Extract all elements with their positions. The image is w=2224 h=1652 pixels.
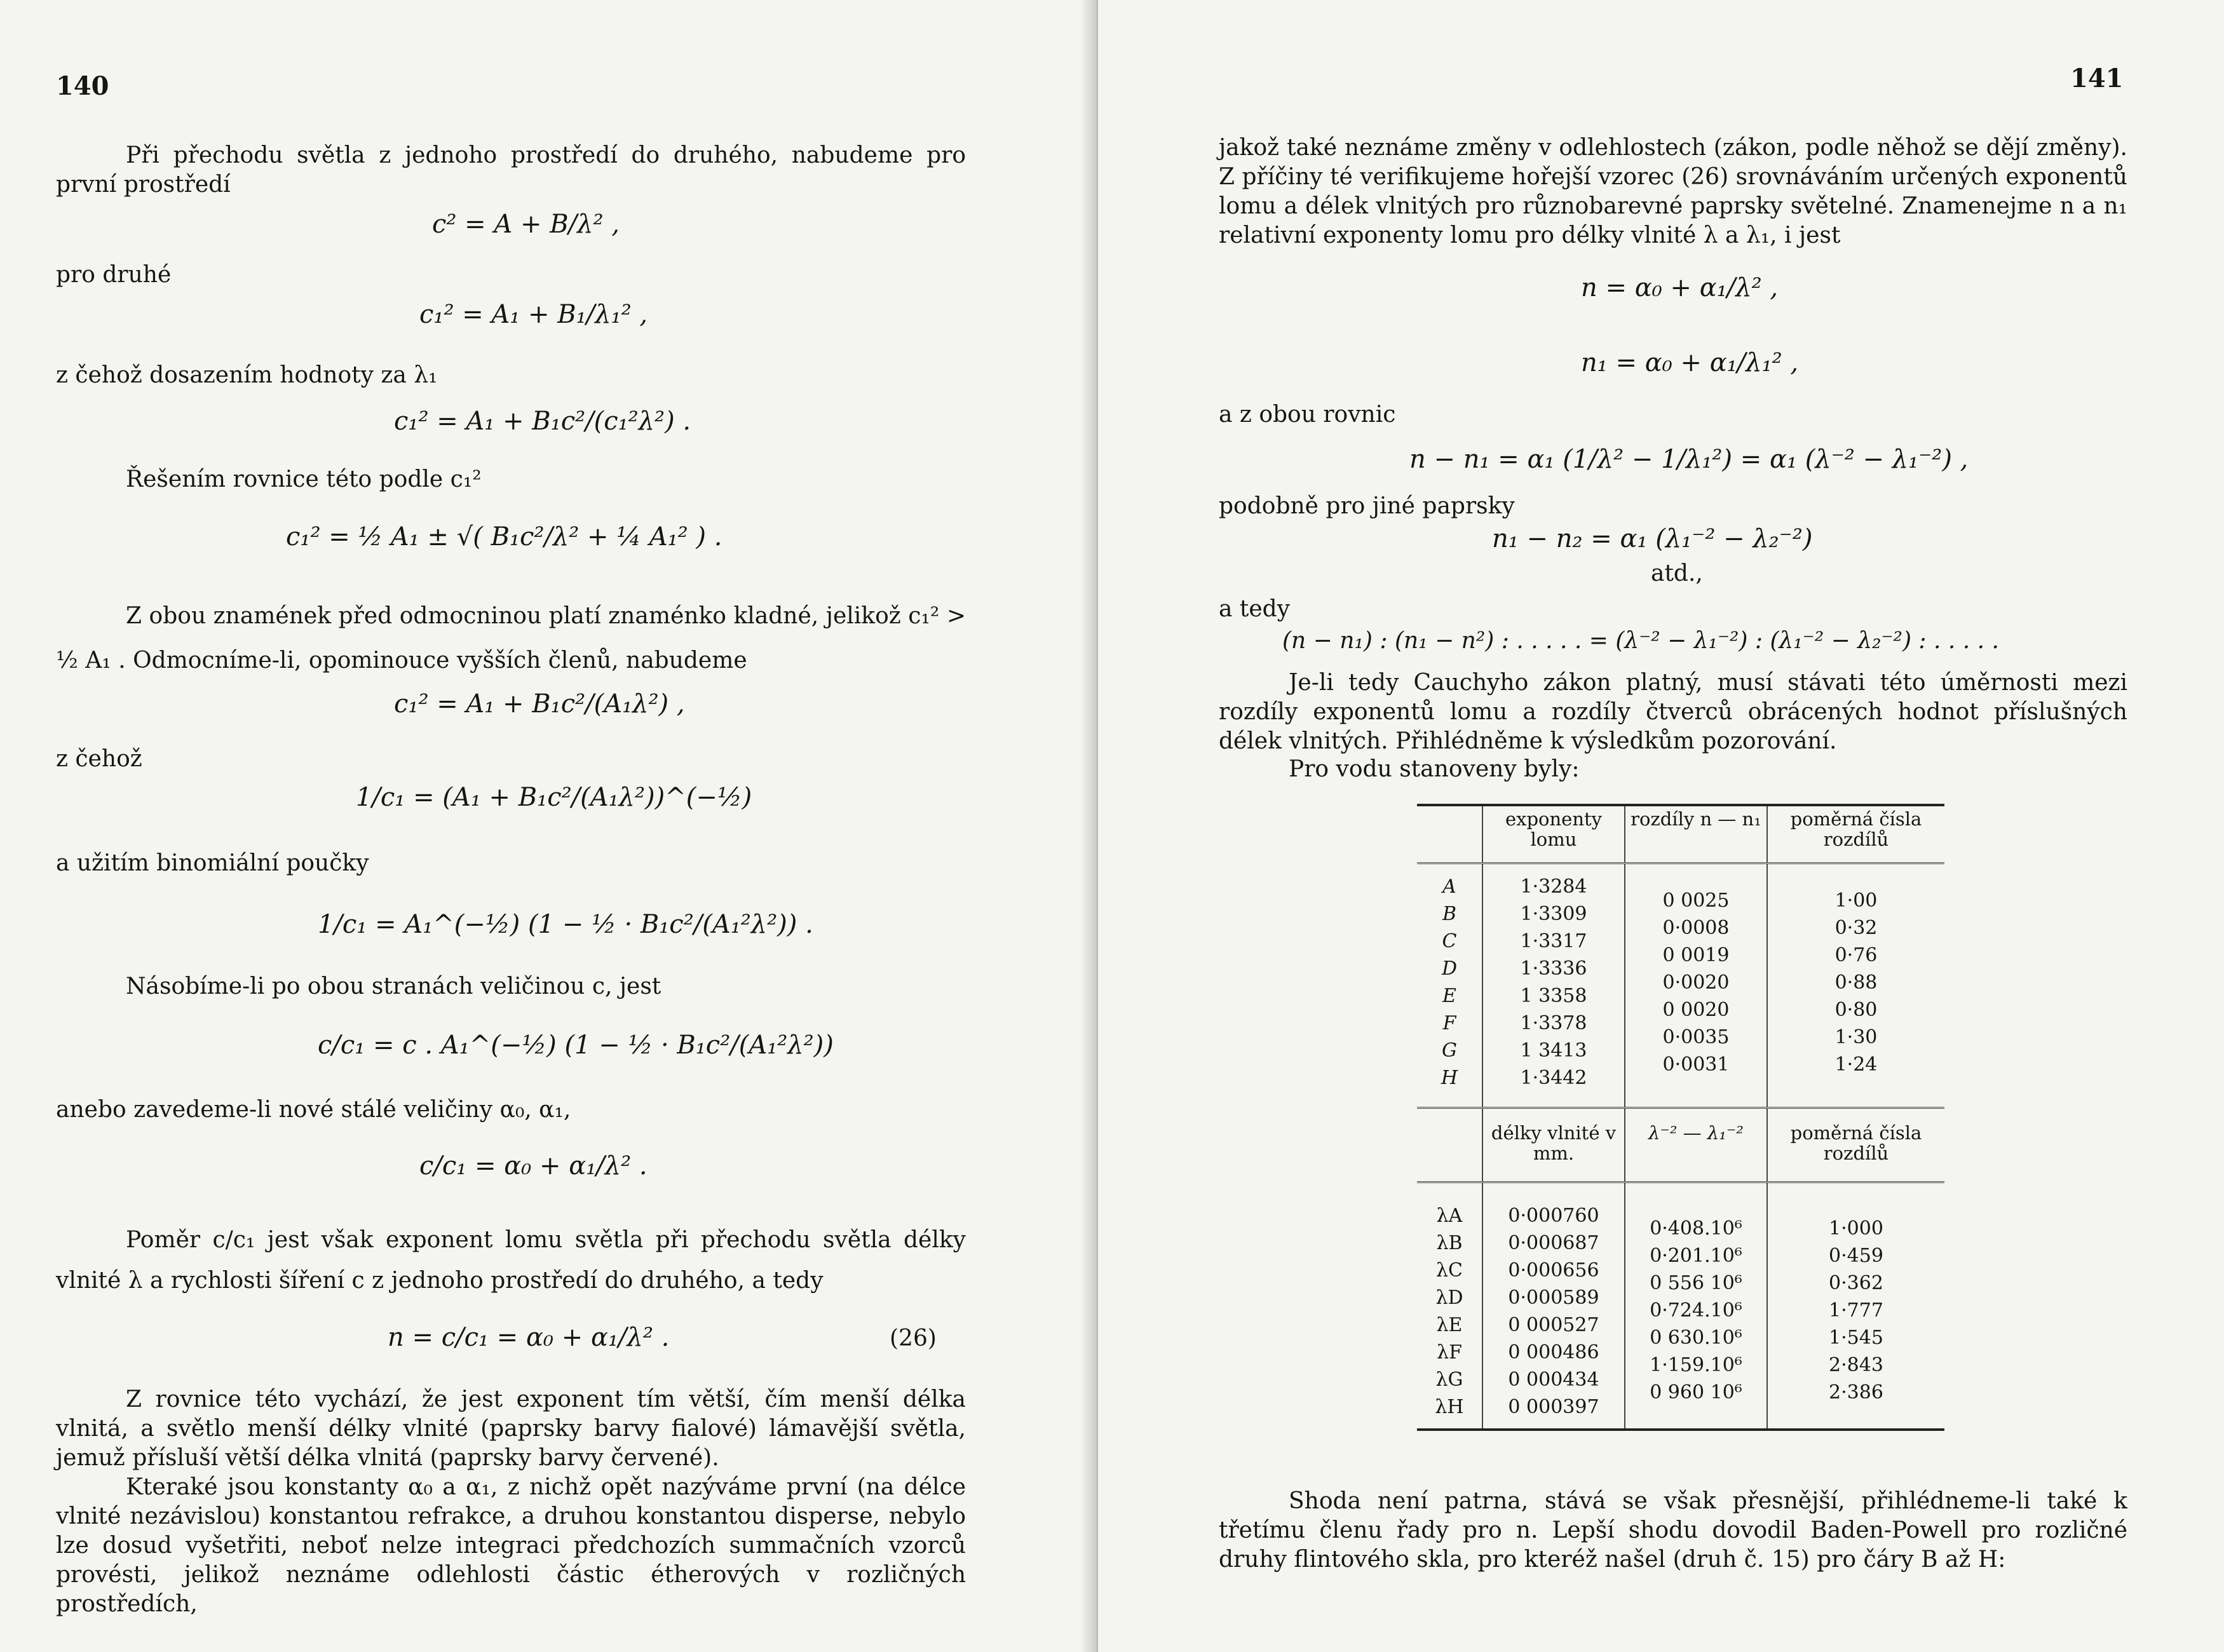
table-cell: 0·000589 xyxy=(1508,1287,1599,1309)
table-cell: 2·843 xyxy=(1829,1354,1883,1376)
table-cell: B xyxy=(1442,903,1457,925)
table-cell: 1·3309 xyxy=(1520,903,1587,925)
paragraph-reseni: Řešením rovnice této podle c₁² xyxy=(126,466,482,492)
equation-r5: (n − n₁) : (n₁ − n²) : . . . . . = (λ⁻² − λ₁⁻²) : (λ₁⁻² − λ₂⁻²) : . . . . . xyxy=(1282,628,1999,654)
paragraph-jeli: Je-li tedy Cauchyho zákon platný, musí stávati této úměrnosti mezi rozdíly exponentů lomu a rozdíly čtverců obrácených hodnot příslušných délek vlnitých. Přihlédněme k výsledkům pozorování. xyxy=(1219,670,2127,754)
table-cell: 1 3413 xyxy=(1520,1039,1587,1062)
table-header-cell xyxy=(1417,805,1482,863)
observations-table xyxy=(1417,804,1944,1431)
table-cell: 0 0025 xyxy=(1662,890,1730,912)
table-cell: 2·386 xyxy=(1829,1381,1883,1404)
equation-r4: n₁ − n₂ = α₁ (λ₁⁻² − λ₂⁻²) xyxy=(1492,524,1813,553)
table-cell: λD xyxy=(1435,1287,1463,1309)
equation-7: 1/c₁ = A₁^(−½) (1 − ½ · B₁c²/(A₁²λ²)) . xyxy=(318,910,813,939)
table-cell: 0·32 xyxy=(1834,917,1878,939)
table-cell: 0·459 xyxy=(1829,1245,1883,1267)
equation-8: c/c₁ = c . A₁^(−½) (1 − ½ · B₁c²/(A₁²λ²)) xyxy=(318,1031,834,1060)
label-a-tedy: a tedy xyxy=(1219,596,1291,622)
table-cell: 0·0035 xyxy=(1662,1026,1730,1048)
table-cell-ratios-2 xyxy=(1767,1182,1944,1430)
table-cell: D xyxy=(1441,958,1458,980)
table-cell: 1·3336 xyxy=(1520,958,1587,980)
table-cell-exponents xyxy=(1482,863,1625,1108)
equation-9: c/c₁ = α₀ + α₁/λ² . xyxy=(419,1151,648,1181)
paragraph-znamenek: Z obou znamének před odmocninou platí znaménko kladné, jelikož c₁² > ½ A₁ . Odmocníme-li, opominouce vyšších členů, nabudeme xyxy=(56,603,966,674)
table-cell: 0·0008 xyxy=(1662,917,1730,939)
equation-r2: n₁ = α₀ + α₁/λ₁² , xyxy=(1581,348,1799,377)
table-cell: 0 000434 xyxy=(1508,1369,1599,1391)
table-cell: 1·000 xyxy=(1829,1217,1883,1240)
table-cell: A xyxy=(1442,876,1456,898)
equation-4: c₁² = ½ A₁ ± √( B₁c²/λ² + ¼ A₁² ) . xyxy=(286,522,722,552)
table-cell-differences xyxy=(1625,863,1767,1108)
equation-r3: n − n₁ = α₁ (1/λ² − 1/λ₁²) = α₁ (λ⁻² − λ₁⁻²) , xyxy=(1409,445,1969,474)
paragraph-jakoz: jakož také neznáme změny v odlehlostech (zákon, podle něhož se dějí změny). Z příčiny té verifikujeme hořejší vzorec (26) srovnáváním určených exponentů lomu a délek vlnitých pro různobarevné paprsky světelné. Znamenejme n a n₁ relativní exponenty lomu pro délky vlnité λ a λ₁, i jest xyxy=(1219,135,2127,248)
table-cell: λE xyxy=(1436,1314,1463,1336)
label-atd: atd., xyxy=(1651,560,1703,586)
table-header-row xyxy=(1417,805,1944,863)
table-cell: 1·3378 xyxy=(1520,1012,1587,1034)
table-row xyxy=(1417,863,1944,1108)
paragraph-shoda: Shoda není patrna, stává se však přesnější, přihlédneme-li také k třetímu členu řady pro n. Lepší shodu dovodil Baden-Powell pro rozličné druhy flintového skla, pro kteréž našel (druh č. 15) pro čáry B až H: xyxy=(1219,1488,2127,1573)
table-cell: 0 630.10⁶ xyxy=(1650,1327,1742,1349)
table-cell: 0·201.10⁶ xyxy=(1650,1245,1742,1267)
table-subheader-row xyxy=(1417,1108,1944,1182)
equation-26: n = c/c₁ = α₀ + α₁/λ² . xyxy=(388,1323,670,1352)
table-cell: 0 556 10⁶ xyxy=(1650,1272,1742,1294)
table-cell: 0·362 xyxy=(1829,1272,1883,1294)
label-z-cehoz: z čehož xyxy=(56,746,142,772)
paragraph-pomer: Poměr c/c₁ jest však exponent lomu světla při přechodu světla délky vlnité λ a rychlosti šíření c z jednoho prostředí do druhého, a tedy xyxy=(56,1227,966,1294)
table-cell: 0·0031 xyxy=(1662,1053,1730,1076)
paragraph-intro: Při přechodu světla z jednoho prostředí do druhého, nabudeme pro první prostředí xyxy=(56,142,966,198)
table-cell: 1·00 xyxy=(1834,890,1878,912)
paragraph-kterake: Kteraké jsou konstanty α₀ a α₁, z nichž opět nazýváme první (na délce vlnité nezávislou) konstantou refrakce, a druhou konstantou disperse, nebylo lze dosud vyšetřiti, neboť nelze integraci předchozích summačních vzorců provésti, jelikož neznáme odlehlosti částic étherových v rozličných prostředích, xyxy=(56,1474,966,1617)
table-cell: 1·159.10⁶ xyxy=(1650,1354,1742,1376)
table-cell-inverse-differences xyxy=(1625,1182,1767,1430)
page-number: 140 xyxy=(56,71,109,101)
table-row xyxy=(1417,1182,1944,1430)
table-cell: λG xyxy=(1435,1369,1463,1391)
table-cell: 0·76 xyxy=(1834,944,1878,966)
table-cell-wavelengths xyxy=(1482,1182,1625,1430)
table-header-cell: délky vlnité v mm. xyxy=(1482,1108,1625,1182)
table-header-cell xyxy=(1417,1108,1482,1182)
table-header-cell: exponenty lomu xyxy=(1482,805,1625,863)
table-cell: 0·000687 xyxy=(1508,1232,1599,1254)
table-cell: H xyxy=(1441,1067,1458,1089)
table-cell: 0 960 10⁶ xyxy=(1650,1381,1742,1404)
table-cell: 0 000397 xyxy=(1508,1396,1599,1418)
table-cell: 0·80 xyxy=(1834,999,1878,1021)
table-cell: 0·408.10⁶ xyxy=(1650,1217,1742,1240)
table-cell: G xyxy=(1442,1039,1457,1062)
table-cell: 0·88 xyxy=(1834,972,1878,994)
table-cell: λC xyxy=(1436,1259,1463,1282)
equation-3: c₁² = A₁ + B₁c²/(c₁²λ²) . xyxy=(394,407,691,436)
equation-1: c² = A + B/λ² , xyxy=(432,210,620,239)
table-cell: 1·3317 xyxy=(1520,930,1587,952)
table-cell: 1 3358 xyxy=(1520,985,1587,1007)
table-cell: 1·3284 xyxy=(1520,876,1587,898)
table-cell: 0 0019 xyxy=(1662,944,1730,966)
table-cell-ratios xyxy=(1767,863,1944,1108)
table-cell: 0·724.10⁶ xyxy=(1650,1299,1742,1322)
table-cell: 1·3442 xyxy=(1520,1067,1587,1089)
paragraph-rovnice: Z rovnice této vychází, že jest exponent tím větší, čím menší délka vlnitá, a světlo menší délky vlnité (paprsky barvy fialové) lámavější světla, jemuž přísluší větší délka vlnitá (paprsky barvy červené). xyxy=(56,1386,966,1471)
equation-number-26: (26) xyxy=(890,1325,937,1351)
table-cell-lambdas xyxy=(1417,1182,1482,1430)
table-header-cell: poměrná čísla rozdílů xyxy=(1767,805,1944,863)
table-cell: λH xyxy=(1435,1396,1464,1418)
table-cell: 0 0020 xyxy=(1662,999,1730,1021)
table-cell: 0 000486 xyxy=(1508,1341,1599,1364)
table-cell: 0 000527 xyxy=(1508,1314,1599,1336)
paragraph-nasobime: Násobíme-li po obou stranách veličinou c, jest xyxy=(126,973,661,999)
equation-2: c₁² = A₁ + B₁/λ₁² , xyxy=(419,300,648,329)
table-cell: 1·545 xyxy=(1829,1327,1883,1349)
label-dosazenim: z čehož dosazením hodnoty za λ₁ xyxy=(56,362,438,388)
table-cell: C xyxy=(1442,930,1457,952)
label-podobne: podobně pro jiné paprsky xyxy=(1219,493,1515,519)
table-cell: 0·000656 xyxy=(1508,1259,1599,1282)
table-cell: 1·30 xyxy=(1834,1026,1878,1048)
equation-r1: n = α₀ + α₁/λ² , xyxy=(1581,273,1779,302)
table-cell: 0·000760 xyxy=(1508,1205,1599,1227)
label-z-obou-rovnic: a z obou rovnic xyxy=(1219,402,1396,428)
table-header-cell: λ⁻² — λ₁⁻² xyxy=(1625,1108,1767,1182)
label-binomialni: a užitím binomiální poučky xyxy=(56,850,369,876)
table-cell: 1·777 xyxy=(1829,1299,1883,1322)
paragraph-pro-vodu: Pro vodu stanoveny byly: xyxy=(1289,756,1580,782)
table-cell: 0·0020 xyxy=(1662,972,1730,994)
paragraph-anebo: anebo zavedeme-li nové stálé veličiny α₀, α₁, xyxy=(56,1097,571,1123)
left-page xyxy=(0,0,1094,1652)
table-cell: F xyxy=(1442,1012,1456,1034)
table-cell: λA xyxy=(1436,1205,1463,1227)
table-header-cell: poměrná čísla rozdílů xyxy=(1767,1108,1944,1182)
table-header-cell: rozdíly n — n₁ xyxy=(1625,805,1767,863)
table-cell: λB xyxy=(1436,1232,1463,1254)
equation-6: 1/c₁ = (A₁ + B₁c²/(A₁λ²))^(−½) xyxy=(356,783,752,812)
table-cell: E xyxy=(1442,985,1456,1007)
table-cell: λF xyxy=(1437,1341,1462,1364)
table-cell: 1·24 xyxy=(1834,1053,1878,1076)
label-pro-druhe: pro druhé xyxy=(56,262,172,288)
table-cell-letters xyxy=(1417,863,1482,1108)
equation-5: c₁² = A₁ + B₁c²/(A₁λ²) , xyxy=(394,689,685,719)
page-number: 141 xyxy=(2070,64,2124,93)
